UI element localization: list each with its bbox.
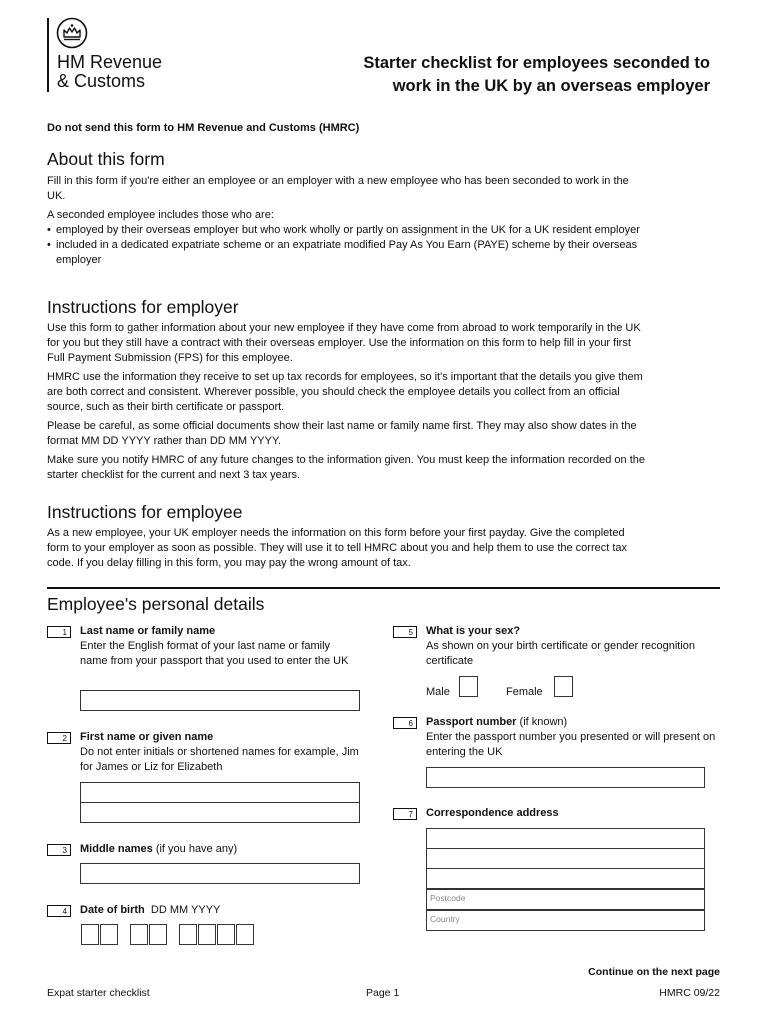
employer-paragraph-1: Use this form to gather information about your new employee if they have come from abroad to work temporarily in the UK for you but they still have a contract with their overseas employer. Use the information on this form to help fill in your first Full Payment Submission (FPS) for this employee. <box>47 322 641 364</box>
dob-day-digit-2[interactable] <box>100 924 118 945</box>
org-line-1: HM Revenue <box>57 52 163 72</box>
passport-number-label: Passport number <box>426 716 517 728</box>
list-item: • employed by their overseas employer but who work wholly or partly on assignment in the UK for a UK resident employer <box>47 223 647 238</box>
first-name-help: Do not enter initials or shortened names for example, Jim for James or Liz for Elizabeth <box>80 746 359 773</box>
first-name-input-line-1[interactable] <box>80 782 360 803</box>
sex-female-label: Female <box>506 686 543 698</box>
last-name-input[interactable] <box>80 690 360 711</box>
footer-form-reference: HMRC 09/22 <box>659 987 720 999</box>
list-item: • included in a dedicated expatriate scheme or an expatriate modified Pay As You Earn (PAYE) scheme by their overseas employer <box>47 238 647 268</box>
question-4-label <box>80 903 220 918</box>
dob-year-digit-2[interactable] <box>198 924 216 945</box>
question-number-5: 5 <box>393 626 417 638</box>
passport-number-input[interactable] <box>426 767 705 788</box>
middle-names-input[interactable] <box>80 863 360 884</box>
employee-heading: Instructions for employee <box>47 502 243 522</box>
do-not-send-notice: Do not send this form to HM Revenue and Customs (HMRC) <box>47 122 360 134</box>
employee-paragraph: As a new employee, your UK employer needs the information on this form before your first payday. Give the completed form to your employer as soon as possible. They will use it to tell HMRC about you and help them to use the correct tax code. If you delay filling in this form, you may pay the wrong amount of tax. <box>47 527 628 569</box>
employer-heading: Instructions for employer <box>47 297 239 317</box>
sex-male-label: Male <box>426 686 450 698</box>
passport-number-help: Enter the passport number you presented or will present on entering the UK <box>426 731 716 758</box>
address-line-2-input[interactable] <box>426 848 705 869</box>
employer-paragraph-2: HMRC use the information they receive to set up tax records for employees, so it's important that the details you give them are both correct and consistent. Wherever possible, you should check the employee details you collect from an official source, such as their birth certificate or passport. <box>47 371 643 413</box>
sex-help: As shown on your birth certificate or gender recognition certificate <box>426 640 696 667</box>
question-1-label <box>80 624 350 669</box>
section-divider <box>47 587 720 589</box>
logo-divider <box>47 18 49 92</box>
dob-day-digit-1[interactable] <box>81 924 99 945</box>
sex-female-checkbox[interactable] <box>554 676 573 697</box>
footer-form-name: Expat starter checklist <box>47 987 150 999</box>
form-title-line-1: Starter checklist for employees seconded to <box>363 54 710 72</box>
employer-paragraph-4: Make sure you notify HMRC of any future changes to the information given. You must keep the information recorded on the starter checklist for the current and next 3 tax years. <box>47 454 646 481</box>
last-name-label: Last name or family name <box>80 625 216 637</box>
about-heading: About this form <box>47 149 165 169</box>
dob-year-digit-3[interactable] <box>217 924 235 945</box>
question-number-7: 7 <box>393 808 417 820</box>
footer-page-number: Page 1 <box>366 987 400 999</box>
date-of-birth-format: DD MM YYYY <box>150 904 221 916</box>
continue-next-page: Continue on the next page <box>588 966 720 978</box>
about-paragraph-1: Fill in this form if you're either an employee or an employer with a new employee who has been seconded to work in the UK. <box>47 175 629 202</box>
question-number-2: 2 <box>47 732 71 744</box>
employer-section <box>47 321 647 487</box>
royal-crest-icon <box>56 17 88 49</box>
dob-month-digit-1[interactable] <box>130 924 148 945</box>
passport-number-suffix: (if known) <box>519 716 568 728</box>
dob-year-digit-1[interactable] <box>179 924 197 945</box>
correspondence-address-label: Correspondence address <box>426 807 559 819</box>
form-title-line-2: work in the UK by an overseas employer <box>392 77 710 95</box>
question-number-1: 1 <box>47 626 71 638</box>
question-5-label <box>426 624 716 669</box>
question-number-3: 3 <box>47 844 71 856</box>
postcode-input[interactable]: Postcode <box>426 889 705 910</box>
middle-names-label: Middle names <box>80 843 153 855</box>
about-paragraph-2: A seconded employee includes those who are: <box>47 209 274 221</box>
employee-section <box>47 526 647 575</box>
question-number-6: 6 <box>393 717 417 729</box>
first-name-input-line-2[interactable] <box>80 802 360 823</box>
question-number-4: 4 <box>47 905 71 917</box>
dob-year-digit-4[interactable] <box>236 924 254 945</box>
address-line-1-input[interactable] <box>426 828 705 849</box>
employer-paragraph-3: Please be careful, as some official documents show their last name or family name first. They may also show dates in the format MM DD YYYY rather than DD MM YYYY. <box>47 420 637 447</box>
question-3-label <box>80 842 237 857</box>
sex-male-checkbox[interactable] <box>459 676 478 697</box>
question-6-label <box>426 715 716 760</box>
date-of-birth-label: Date of birth <box>80 904 145 916</box>
address-line-3-input[interactable] <box>426 868 705 889</box>
question-2-label <box>80 730 360 775</box>
personal-details-heading: Employee's personal details <box>47 594 265 614</box>
org-name <box>57 53 162 91</box>
question-7-label <box>426 806 559 821</box>
middle-names-suffix: (if you have any) <box>155 843 238 855</box>
country-input[interactable]: Country <box>426 910 705 931</box>
sex-label: What is your sex? <box>426 625 521 637</box>
last-name-help: Enter the English format of your last name or family name from your passport that you used to enter the UK <box>80 640 349 667</box>
seconded-criteria-list <box>47 223 647 268</box>
form-title <box>363 52 710 98</box>
dob-month-digit-2[interactable] <box>149 924 167 945</box>
first-name-label: First name or given name <box>80 731 214 743</box>
org-line-2: & Customs <box>57 71 146 91</box>
about-section <box>47 174 647 268</box>
